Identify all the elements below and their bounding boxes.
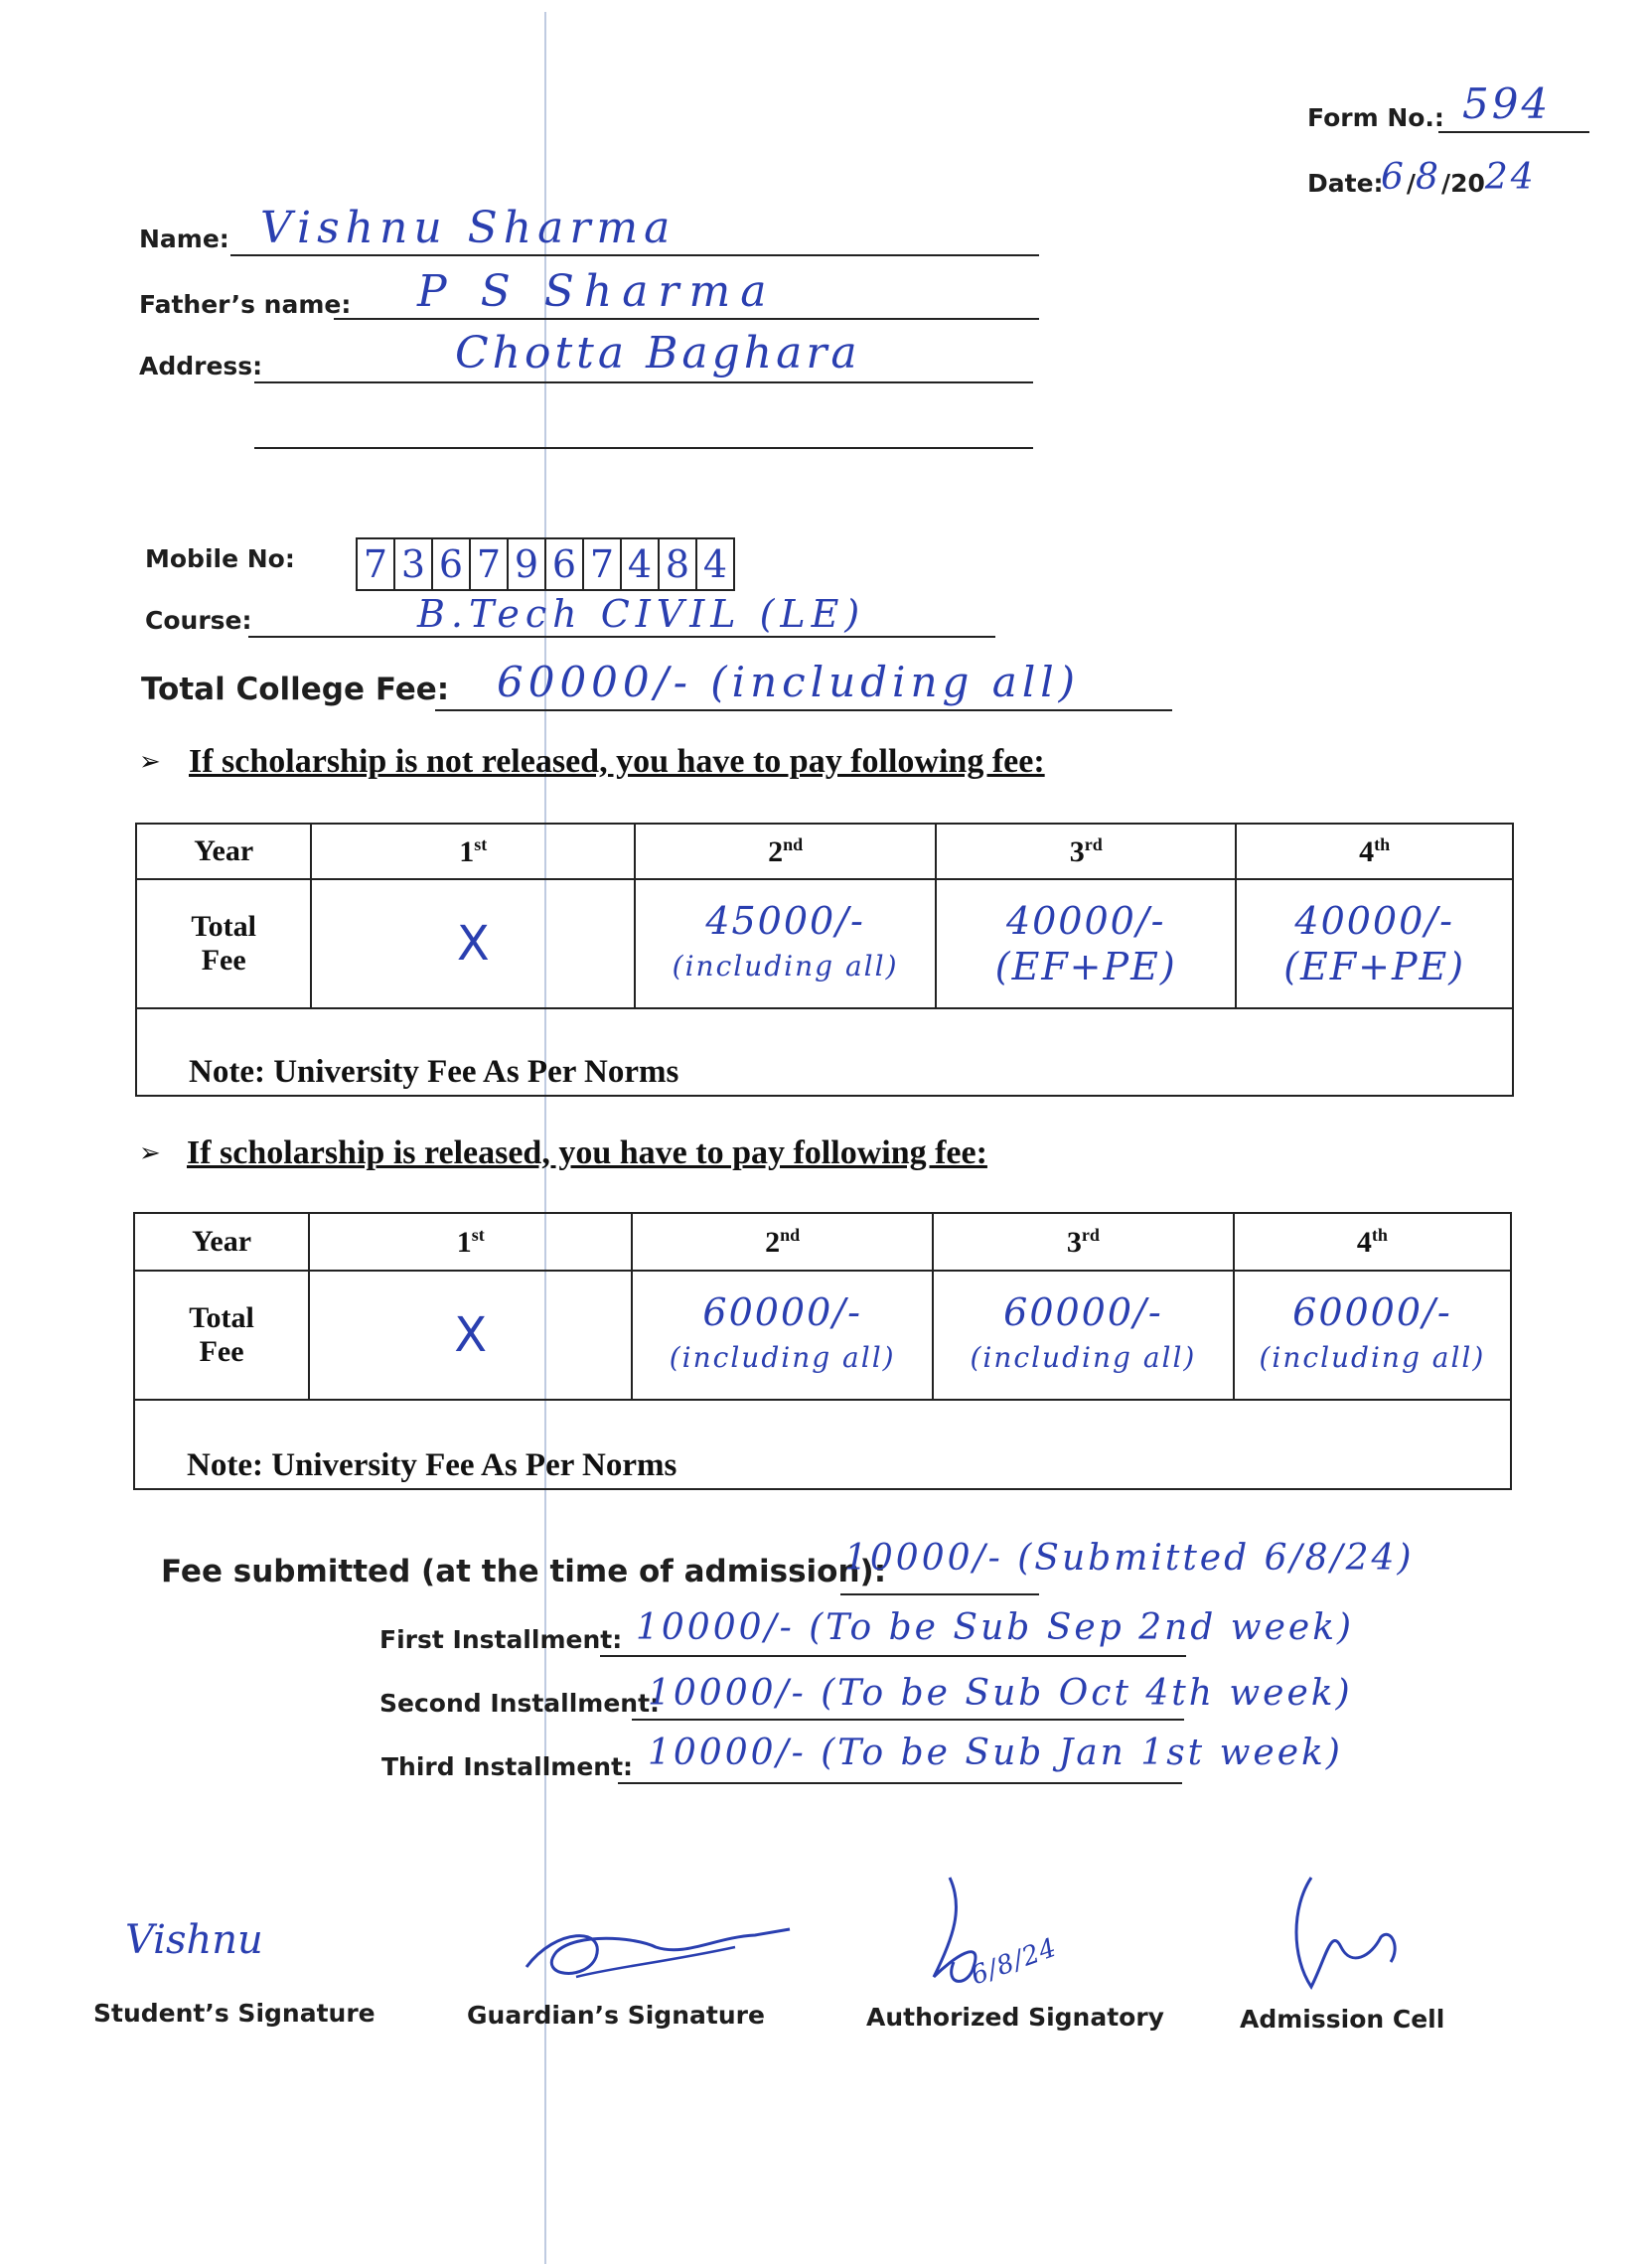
guardian-signature-label: Guardian’s Signature	[467, 2001, 765, 2030]
released-heading: If scholarship is released, you have to pay following fee:	[187, 1134, 987, 1171]
year-3-fee: 60000/- (including all)	[933, 1271, 1234, 1400]
mobile-digit: 6	[546, 539, 584, 589]
year-3-fee: 40000/- (EF+PE)	[936, 879, 1236, 1008]
date-month: 8	[1416, 157, 1441, 198]
year-4-header: 4th	[1234, 1213, 1511, 1271]
date-day: 6	[1381, 157, 1407, 198]
course-value: B.Tech CIVIL (LE)	[417, 592, 866, 636]
date-label: Date:	[1307, 169, 1384, 198]
first-installment-label: First Installment:	[379, 1625, 623, 1654]
year-1-header: 1st	[309, 1213, 632, 1271]
total-fee-row-label: Total Fee	[136, 879, 311, 1008]
mobile-label: Mobile No:	[145, 544, 295, 573]
year-1-header: 1st	[311, 824, 635, 879]
year-2-header: 2nd	[635, 824, 936, 879]
second-installment-value: 10000/- (To be Sub Oct 4th week)	[648, 1673, 1353, 1714]
mobile-digit: 7	[584, 539, 622, 589]
address-value: Chotta Baghara	[455, 328, 861, 378]
course-label: Course:	[145, 606, 252, 635]
third-installment-value: 10000/- (To be Sub Jan 1st week)	[648, 1733, 1343, 1773]
year-2-fee: 60000/- (including all)	[632, 1271, 933, 1400]
fee-submitted-underline	[840, 1593, 1039, 1595]
mobile-digit: 6	[433, 539, 471, 589]
mobile-digit: 4	[622, 539, 660, 589]
student-signature-label: Student’s Signature	[93, 1999, 375, 2028]
first-installment-value: 10000/- (To be Sub Sep 2nd week)	[636, 1607, 1355, 1648]
mobile-digit: 7	[471, 539, 509, 589]
form-no-value: 594	[1462, 79, 1552, 128]
authorized-signature-date: 6/8/24	[967, 1932, 1062, 1992]
arrow-bullet-icon: ➢	[139, 747, 161, 777]
total-fee-underline	[435, 709, 1172, 711]
authorized-signature-mark	[914, 1868, 1093, 2007]
second-installment-underline	[632, 1719, 1184, 1721]
date-year-suffix: 24	[1484, 157, 1537, 198]
address-label: Address:	[139, 352, 263, 380]
mobile-digit: 7	[358, 539, 395, 589]
fee-submitted-label: Fee submitted (at the time of admission):	[161, 1554, 887, 1589]
year-4-fee: 60000/- (including all)	[1234, 1271, 1511, 1400]
guardian-signature-mark	[517, 1907, 795, 1997]
authorized-signatory-label: Authorized Signatory	[866, 2003, 1164, 2032]
second-installment-label: Second Installment:	[379, 1689, 661, 1718]
mobile-digit: 4	[702, 542, 728, 586]
year-1-fee: X	[311, 879, 635, 1008]
student-signature-mark: Vishnu	[125, 1917, 263, 1963]
mobile-digit: 9	[509, 539, 546, 589]
mobile-digit: 3	[395, 539, 433, 589]
name-label: Name:	[139, 225, 229, 253]
year-2-header: 2nd	[632, 1213, 933, 1271]
fee-table-not-released	[135, 823, 1514, 1097]
mobile-number-boxes	[356, 537, 735, 591]
year-header: Year	[134, 1213, 309, 1271]
year-3-header: 3rd	[933, 1213, 1234, 1271]
course-underline	[248, 636, 995, 638]
university-fee-note: Note: University Fee As Per Norms	[136, 1008, 1513, 1096]
father-name-value: P S Sharma	[417, 266, 777, 317]
admission-cell-label: Admission Cell	[1240, 2005, 1445, 2034]
third-installment-label: Third Installment:	[381, 1752, 634, 1781]
fee-table-released	[133, 1212, 1512, 1490]
name-value: Vishnu Sharma	[260, 203, 676, 253]
father-name-underline	[334, 318, 1039, 320]
mobile-digit: 8	[660, 539, 697, 589]
address-underline-1	[254, 381, 1033, 383]
year-4-header: 4th	[1236, 824, 1513, 879]
year-3-header: 3rd	[936, 824, 1236, 879]
total-fee-label: Total College Fee:	[141, 672, 450, 707]
university-fee-note: Note: University Fee As Per Norms	[134, 1400, 1511, 1489]
fee-submitted-value: 10000/- (Submitted 6/8/24)	[844, 1538, 1415, 1579]
name-underline	[230, 254, 1039, 256]
date-separator: /	[1406, 169, 1417, 198]
total-fee-value: 60000/- (including all)	[497, 658, 1081, 706]
year-header: Year	[136, 824, 311, 879]
date-field	[1381, 157, 1537, 198]
first-installment-underline	[600, 1655, 1186, 1657]
not-released-heading: If scholarship is not released, you have to pay following fee:	[189, 743, 1045, 780]
form-no-underline	[1438, 131, 1589, 133]
total-fee-row-label: Total Fee	[134, 1271, 309, 1400]
father-name-label: Father’s name:	[139, 290, 352, 319]
year-4-fee: 40000/- (EF+PE)	[1236, 879, 1513, 1008]
year-1-fee: X	[309, 1271, 632, 1400]
address-underline-2	[254, 447, 1033, 449]
date-year-prefix: /20	[1440, 169, 1485, 198]
arrow-bullet-icon: ➢	[139, 1138, 161, 1168]
third-installment-underline	[618, 1782, 1182, 1784]
year-2-fee: 45000/- (including all)	[635, 879, 936, 1008]
form-no-label: Form No.:	[1307, 103, 1444, 132]
admission-cell-signature-mark	[1272, 1868, 1411, 2007]
